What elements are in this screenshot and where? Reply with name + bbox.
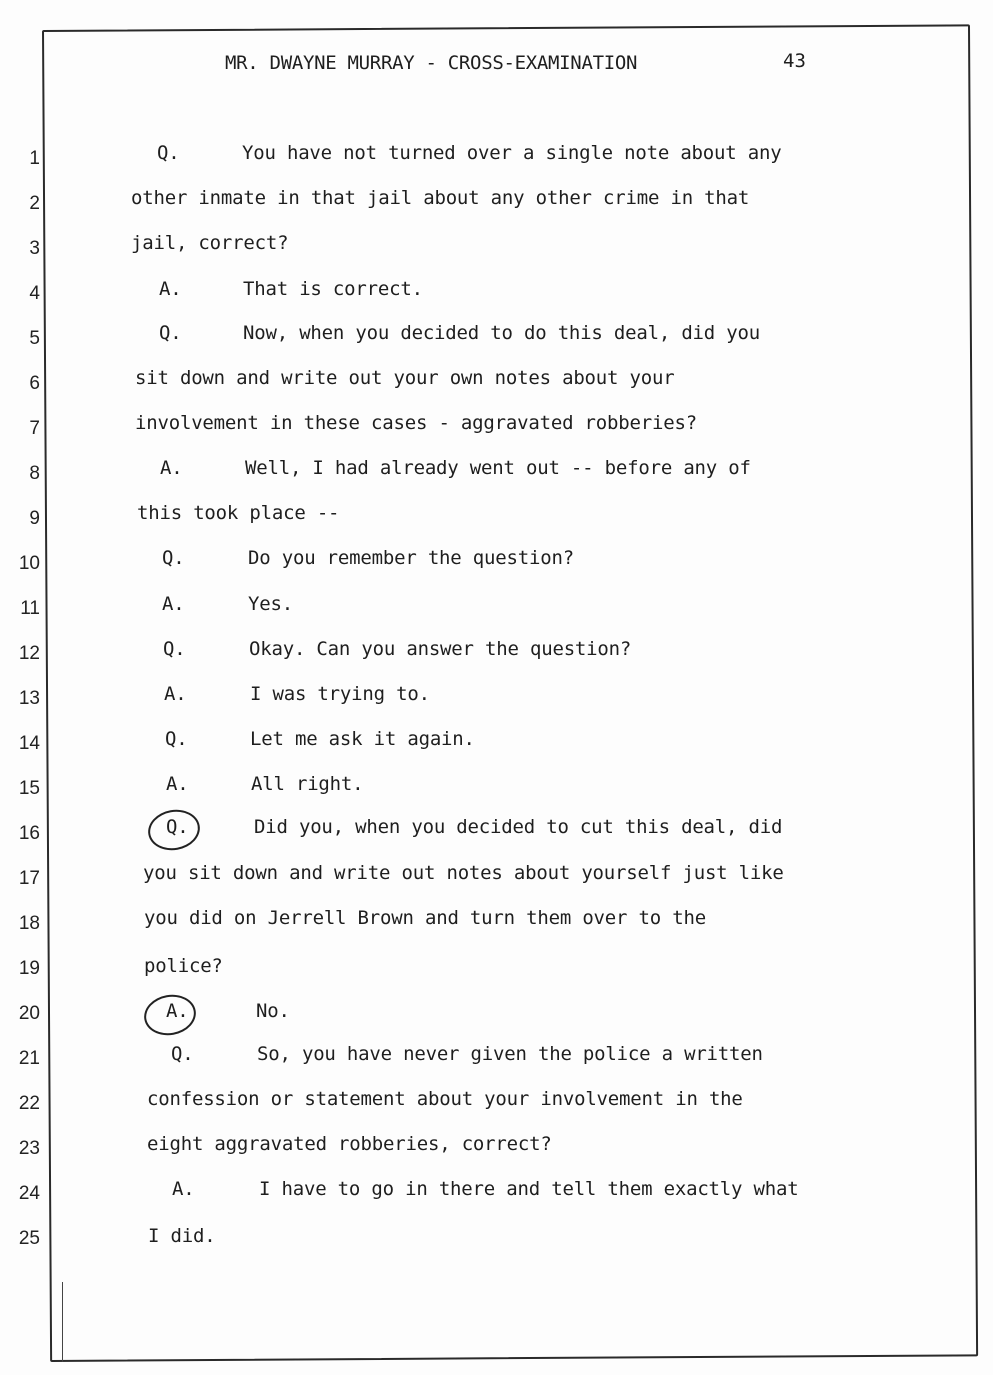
transcript-line-text: All right. xyxy=(251,773,364,795)
transcript-line-text: Yes. xyxy=(248,593,293,615)
transcript-line-text: I was trying to. xyxy=(250,683,430,705)
transcript-line-text: I have to go in there and tell them exactly what xyxy=(259,1178,799,1200)
line-number: 24 xyxy=(18,1183,40,1204)
transcript-line-text: you did on Jerrell Brown and turn them over to the xyxy=(144,907,706,929)
transcript-line-text: eight aggravated robberies, correct? xyxy=(147,1133,552,1155)
speaker-label: A. xyxy=(160,457,183,479)
transcript-line-text: Did you, when you decided to cut this deal, did xyxy=(254,816,783,838)
transcript-line-text: police? xyxy=(144,955,223,977)
transcript-line-text: involvement in these cases - aggravated robberies? xyxy=(135,412,697,434)
line-number: 8 xyxy=(29,463,40,484)
transcript-line-text: Okay. Can you answer the question? xyxy=(249,638,632,660)
line-number: 19 xyxy=(18,958,40,979)
transcript-line-text: That is correct. xyxy=(243,278,423,300)
line-number: 11 xyxy=(20,598,40,619)
line-number: 3 xyxy=(29,238,40,259)
speaker-label: A. xyxy=(164,683,187,705)
transcript-line-text: confession or statement about your involvement in the xyxy=(147,1088,743,1110)
transcript-line-text: you sit down and write out notes about yourself just like xyxy=(143,862,784,884)
speaker-label: Q. xyxy=(162,547,185,569)
line-number: 15 xyxy=(18,778,40,799)
line-number: 25 xyxy=(18,1228,40,1249)
speaker-label: Q. xyxy=(165,728,188,750)
line-number: 23 xyxy=(18,1138,40,1159)
speaker-label: A. xyxy=(159,278,182,300)
line-number: 4 xyxy=(29,283,40,304)
line-number: 5 xyxy=(29,328,40,349)
transcript-line-text: Well, I had already went out -- before any of xyxy=(245,457,751,479)
line-number: 21 xyxy=(18,1048,40,1069)
line-number: 10 xyxy=(18,553,40,574)
line-number: 6 xyxy=(29,373,40,394)
line-number: 12 xyxy=(18,643,40,664)
speaker-label: Q. xyxy=(171,1043,194,1065)
line-number: 20 xyxy=(18,1003,40,1024)
transcript-line-text: I did. xyxy=(148,1225,216,1247)
speaker-label: A. xyxy=(166,773,189,795)
speaker-label: Q. xyxy=(157,142,180,164)
speaker-label: A. xyxy=(162,593,185,615)
line-number: 22 xyxy=(18,1093,40,1114)
line-number: 14 xyxy=(18,733,40,754)
speaker-label: Q. xyxy=(163,638,186,660)
speaker-label: A. xyxy=(172,1178,195,1200)
line-number: 2 xyxy=(29,193,40,214)
transcript-line-text: You have not turned over a single note about any xyxy=(242,142,782,164)
page-header-title: MR. DWAYNE MURRAY - CROSS-EXAMINATION xyxy=(225,52,638,74)
transcript-line-text: So, you have never given the police a written xyxy=(257,1043,763,1065)
transcript-line-text: jail, correct? xyxy=(131,232,289,254)
page-number: 43 xyxy=(783,50,806,72)
line-number: 18 xyxy=(18,913,40,934)
transcript-line-text: Let me ask it again. xyxy=(250,728,475,750)
line-number: 1 xyxy=(29,148,40,169)
line-number: 17 xyxy=(18,868,40,889)
transcript-line-text: other inmate in that jail about any other crime in that xyxy=(131,187,750,209)
transcript-line-text: sit down and write out your own notes about your xyxy=(135,367,675,389)
speaker-label: A. xyxy=(166,1000,189,1022)
speaker-label: Q. xyxy=(159,322,182,344)
transcript-line-text: Do you remember the question? xyxy=(248,547,574,569)
line-number: 13 xyxy=(18,688,40,709)
transcript-line-text: this took place -- xyxy=(137,502,340,524)
line-number: 16 xyxy=(18,823,40,844)
transcript-line-text: Now, when you decided to do this deal, did you xyxy=(243,322,760,344)
left-margin-rule xyxy=(62,1282,63,1362)
line-number: 7 xyxy=(29,418,40,439)
line-number: 9 xyxy=(29,508,40,529)
transcript-line-text: No. xyxy=(256,1000,290,1022)
speaker-label: Q. xyxy=(166,816,189,838)
